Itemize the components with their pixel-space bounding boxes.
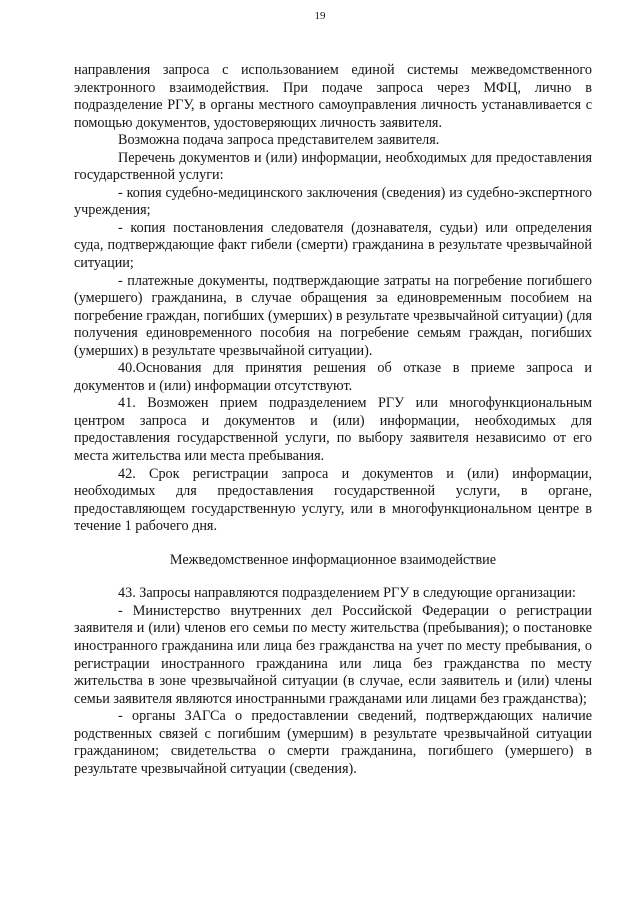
list-item-investigator-decision: - копия постановления следователя (дознавателя, судьи) или определения суда, подтверждающие факт гибели (смерти) гражданина в результате чрезвычайной ситуации; — [74, 219, 592, 272]
paragraph-41-acceptance: 41. Возможен прием подразделением РГУ или многофункциональным центром запроса и документов и (или) информации, необходимых для предоставления государственной услуги, по выбору заявителя независимо от его места жительства или места пребывания. — [74, 395, 592, 465]
paragraph-40-refusal-grounds: 40.Основания для принятия решения об отказе в приеме запроса и документов и (или) информации отсутствуют. — [74, 360, 592, 394]
document-body — [74, 62, 592, 778]
list-item-zags: - органы ЗАГСа о предоставлении сведений, подтверждающих наличие родственных связей с погибшим (умершим) в результате чрезвычайной ситуации гражданином; свидетельства о смерти гражданина, погибшего (умершего) в результате чрезвычайной ситуации (сведения). — [74, 708, 592, 777]
section-heading: Межведомственное информационное взаимодействие — [169, 551, 497, 568]
list-item-forensic-report: - копия судебно-медицинского заключения (сведения) из судебно-экспертного учреждения; — [74, 184, 592, 219]
paragraph-42-registration-term: 42. Срок регистрации запроса и документов и (или) информации, необходимых для предоставления государственной услуги, в органе, предоставляющем государственную услугу, или в многофункциональном центре в течение 1 рабочего дня. — [74, 465, 592, 535]
paragraph-representative: Возможна подача запроса представителем заявителя. — [118, 132, 440, 149]
list-item-payment-documents: - платежные документы, подтверждающие затраты на погребение погибшего (умершего) гражданина, в случае обращения за единовременным пособием на погребение граждан, погибших (умерших) в результате чрезвычайной ситуации) (для получения единовременного пособия на погребение семьям граждан, погибших (умерших) в результате чрезвычайной ситуации). — [74, 272, 592, 359]
paragraph-continuation: направления запроса с использованием единой системы межведомственного электронного взаимодействия. При подаче запроса через МФЦ, лично в подразделение РГУ, в органы местного самоуправления личность устанавливается с помощью документов, удостоверяющих личность заявителя. — [74, 62, 592, 131]
paragraph-document-list-intro: Перечень документов и (или) информации, необходимых для предоставления государственной услуги: — [74, 149, 592, 184]
page-number: 19 — [314, 10, 326, 22]
list-item-mvd: - Министерство внутренних дел Российской Федерации о регистрации заявителя и (или) членов его семьи по месту жительства (пребывания); о постановке иностранного гражданина или лица без гражданства на учет по месту пребывания, о регистрации иностранного гражданина или лица без гражданства по месту жительства в зоне чрезвычайной ситуации (в случае, если заявитель и (или) члены семьи заявителя являются иностранными гражданами или лицами без гражданства); — [74, 602, 592, 707]
paragraph-43-requests: 43. Запросы направляются подразделением РГУ в следующие организации: — [118, 585, 576, 602]
